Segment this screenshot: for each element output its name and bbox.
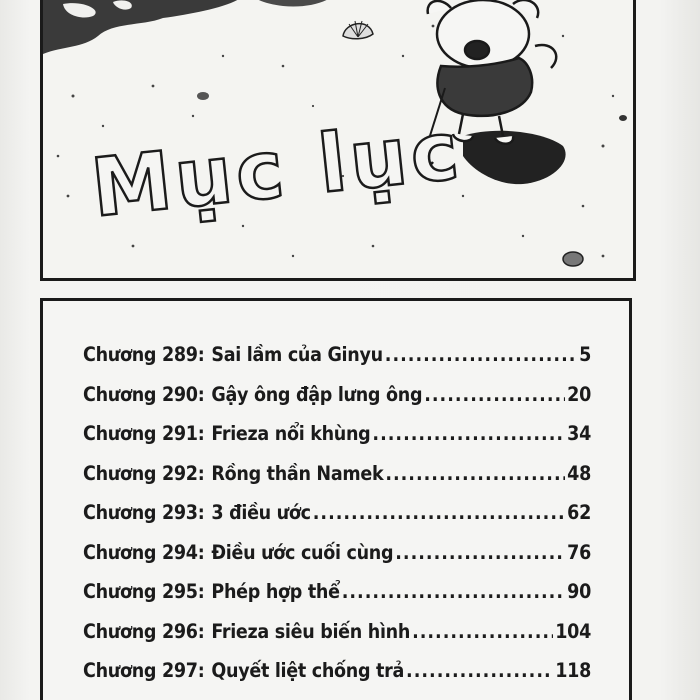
toc-colon: : [197, 580, 205, 603]
toc-row[interactable] [83, 422, 591, 462]
toc-colon: : [197, 501, 205, 524]
toc-colon: : [197, 461, 205, 485]
toc-box [40, 298, 632, 700]
toc-leader [412, 620, 553, 643]
toc-row[interactable] [83, 462, 591, 502]
toc-page-number: 118 [555, 659, 591, 682]
toc-colon: : [197, 343, 205, 366]
toc-chapter: Chương 290 [83, 382, 198, 406]
toc-page-number: 90 [567, 580, 591, 603]
toc-leader [313, 501, 565, 524]
toc-title: 3 điều ước [211, 501, 311, 524]
toc-row[interactable] [83, 580, 591, 620]
toc-row[interactable] [83, 659, 591, 699]
toc-chapter: Chương 289 [83, 343, 198, 366]
toc-title: Quyết liệt chống trả [211, 659, 405, 682]
toc-chapter: Chương 292 [83, 461, 198, 485]
toc-colon: : [197, 422, 205, 445]
toc-colon: : [197, 659, 205, 682]
toc-row[interactable] [83, 541, 591, 581]
toc-colon: : [197, 382, 205, 406]
toc-page-number: 48 [567, 461, 591, 485]
toc-leader [385, 462, 565, 485]
toc-page-number: 76 [567, 540, 591, 564]
toc-leader [385, 343, 577, 366]
toc-title: Frieza nổi khùng [211, 422, 371, 445]
toc-title: Phép hợp thể [211, 580, 340, 603]
toc-chapter: Chương 295 [83, 580, 198, 603]
toc-colon: : [197, 540, 205, 564]
toc-page-number: 34 [567, 422, 591, 445]
illustration-panel [40, 0, 636, 281]
toc-heading: Mục lục [87, 103, 467, 235]
toc-row[interactable] [83, 383, 591, 423]
toc-list [83, 343, 591, 699]
toc-chapter: Chương 294 [83, 540, 198, 564]
toc-chapter: Chương 297 [83, 659, 198, 682]
toc-title: Frieza siêu biến hình [211, 619, 411, 643]
toc-title: Gậy ông đập lưng ông [211, 382, 423, 406]
toc-page-number: 62 [567, 501, 591, 524]
toc-chapter: Chương 296 [83, 619, 198, 643]
heading-graphic [43, 0, 633, 278]
toc-leader [342, 580, 565, 603]
toc-leader [406, 659, 553, 682]
toc-chapter: Chương 293 [83, 501, 198, 524]
toc-page-number: 5 [579, 343, 591, 366]
toc-title: Điều ước cuối cùng [211, 540, 394, 564]
toc-page-number: 104 [555, 619, 591, 643]
toc-row[interactable] [83, 343, 591, 383]
toc-leader [424, 383, 565, 406]
toc-row[interactable] [83, 501, 591, 541]
toc-leader [372, 422, 565, 445]
toc-chapter: Chương 291 [83, 422, 198, 445]
toc-title: Sai lầm của Ginyu [211, 343, 383, 366]
toc-title: Rồng thần Namek [211, 461, 384, 485]
toc-leader [395, 541, 565, 564]
toc-page-number: 20 [567, 382, 591, 406]
toc-row[interactable] [83, 620, 591, 660]
toc-colon: : [197, 619, 205, 643]
